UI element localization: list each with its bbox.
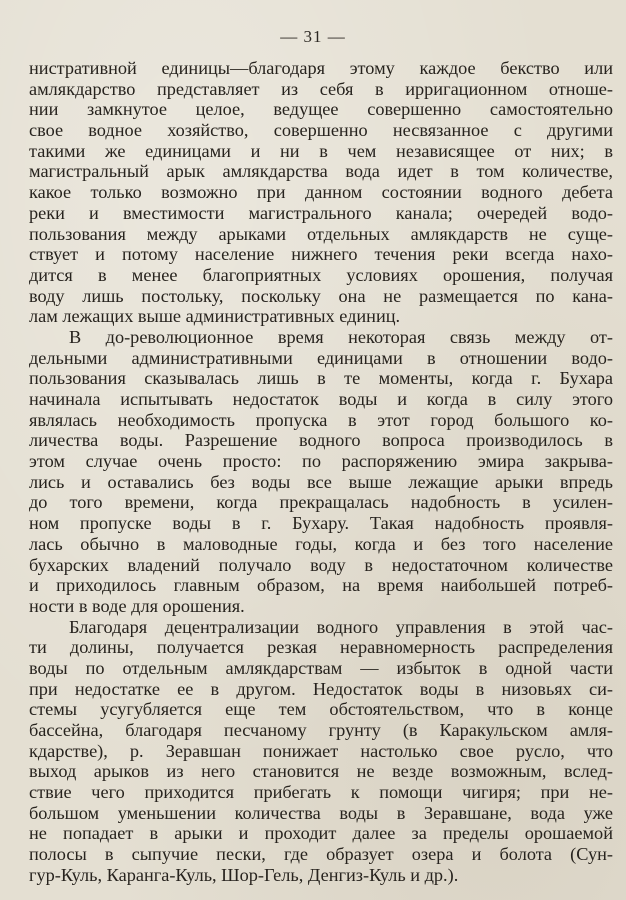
text-line: личества воды. Разрешение водного вопроса производилось в <box>29 430 613 451</box>
text-column <box>29 58 613 886</box>
text-line: выход арыков из него становится не везде возможным, вслед- <box>29 761 613 782</box>
text-line: дится в менее благоприятных условиях орошения, получая <box>29 264 613 285</box>
text-line: Благодаря децентрализации водного управления в этой час- <box>69 616 613 637</box>
text-line: пользования сказывалась лишь в те моменты, когда г. Бухара <box>29 368 613 389</box>
paragraph-2 <box>29 327 613 617</box>
text-line: реки и вместимости магистрального канала; очередей водо- <box>29 202 613 223</box>
text-line: нии замкнутое целое, ведущее совершенно самостоятельно <box>29 99 613 120</box>
text-line: ти долины, получается резкая неравномерность распределения <box>29 637 613 658</box>
text-line: воду лишь постольку, поскольку она не размещается по кана- <box>29 285 613 306</box>
text-line: лам лежащих выше административных единиц. <box>29 306 401 327</box>
text-line: магистральный арык амлякдарства вода идет в том количестве, <box>29 161 613 182</box>
text-line: лись и оставались без воды все выше лежащие арыки впредь <box>29 471 613 492</box>
text-line: бассейна, благодаря песчаному грунту (в Каракульском амля- <box>29 720 613 740</box>
text-line: В до-революционное время некоторая связь между от- <box>69 326 613 347</box>
text-line: воды по отдельным амлякдарствам — избыток в одной части <box>29 657 613 678</box>
text-line: не попадает в арыки и проходит далее за пределы орошаемой <box>29 823 613 844</box>
text-line: свое водное хозяйство, совершенно несвязанное с другими <box>29 120 613 141</box>
text-line: амлякдарство представляет из себя в ирригационном отноше- <box>29 78 613 99</box>
text-line: какое только возможно при данном состоянии водного дебета <box>29 182 613 203</box>
text-line: гур-Куль, Каранга-Куль, Шор-Гель, Денгиз-Куль и др.). <box>29 864 459 885</box>
text-line: являлась необходимость пропуска в этот город большого ко- <box>29 409 613 430</box>
text-line: пользования между арыками отдельных амлякдарств не суще- <box>29 223 613 244</box>
text-line: ном пропуске воды в г. Бухару. Такая надобность проявля- <box>29 513 613 534</box>
text-line: кдарстве), р. Зеравшан понижает настолько свое русло, что <box>29 740 613 761</box>
text-line: полосы в сыпучие пески, где образует озера и болота (Сун- <box>29 844 613 865</box>
paragraph-3 <box>29 617 613 886</box>
text-line: и приходилось главным образом, на время наибольшей потреб- <box>29 575 613 596</box>
text-line: этом случае очень просто: по распоряжению эмира закрыва- <box>29 451 613 472</box>
text-line: ствует и потому население нижнего течения реки всегда нахо- <box>29 244 613 265</box>
text-line: стемы усугубляется еще тем обстоятельством, что в конце <box>29 699 613 720</box>
page-number: — 31 — <box>280 27 346 46</box>
text-line: при недостатке ее в другом. Недостаток воды в низовьях си- <box>29 678 613 699</box>
text-line: дельными административными единицами в отношении водо- <box>29 347 613 368</box>
text-line: такими же единицами и ни в чем независящее от них; в <box>29 140 613 161</box>
paragraph-1 <box>29 58 613 327</box>
text-line: ствие чего приходится прибегать к помощи чигиря; при не- <box>29 782 613 803</box>
text-line: ности в воде для орошения. <box>29 595 245 616</box>
text-line: лась обычно в маловодные годы, когда и без того население <box>29 533 613 554</box>
text-line: нистративной единицы—благодаря этому каждое бекство или <box>29 58 613 78</box>
text-line: большом уменьшении количества воды в Зеравшане, вода уже <box>29 802 613 823</box>
text-line: начинала испытывать недостаток воды и когда в силу этого <box>29 389 613 409</box>
text-line: бухарских владений получало воду в недостаточном количестве <box>29 554 613 575</box>
text-line: до того времени, когда прекращалась надобность в усилен- <box>29 492 613 513</box>
